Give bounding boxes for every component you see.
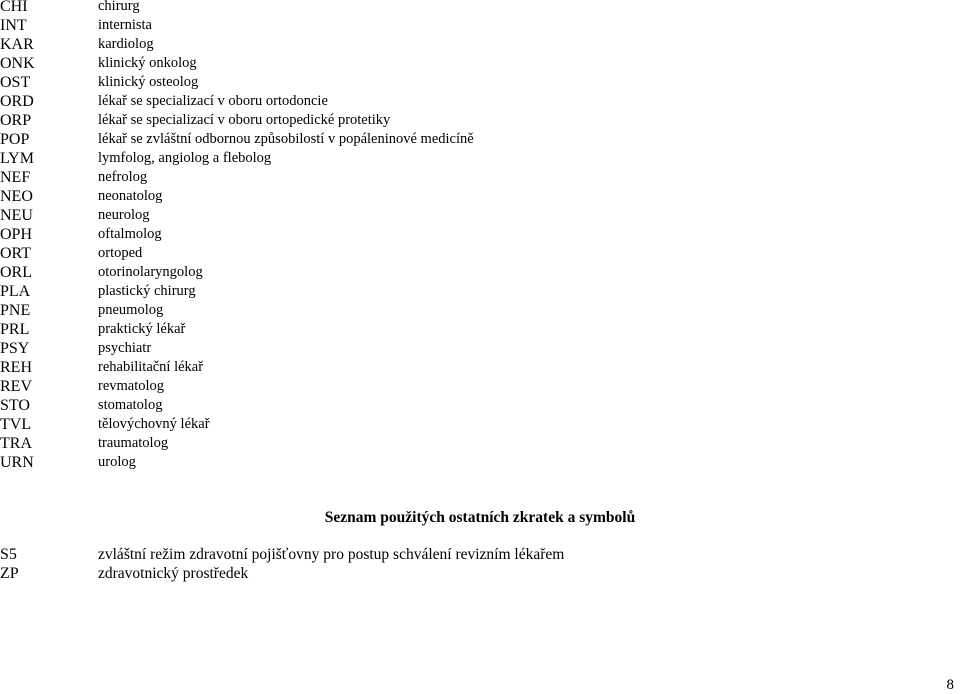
abbreviation-description: chirurg xyxy=(98,0,140,14)
abbreviation-description: urolog xyxy=(98,454,136,470)
abbreviation-code: TRA xyxy=(0,435,32,452)
abbreviation-code: NEO xyxy=(0,188,33,205)
list-item xyxy=(0,282,960,301)
abbreviation-description: psychiatr xyxy=(98,340,152,356)
list-item xyxy=(0,187,960,206)
list-item xyxy=(0,225,960,244)
abbreviation-description: lékař se specializací v oboru ortodoncie xyxy=(98,93,328,109)
abbreviation-description: rehabilitační lékař xyxy=(98,359,204,375)
abbreviation-code: ORL xyxy=(0,264,32,281)
abbreviation-code: STO xyxy=(0,397,30,414)
abbreviation-description: nefrolog xyxy=(98,169,148,185)
abbreviation-code: ZP xyxy=(0,565,19,582)
abbreviation-description: tělovýchovný lékař xyxy=(98,416,210,432)
list-item xyxy=(0,377,960,396)
abbreviation-description: neonatolog xyxy=(98,188,163,204)
abbreviation-code: PRL xyxy=(0,321,30,338)
abbreviation-code: URN xyxy=(0,454,34,471)
abbreviation-description: stomatolog xyxy=(98,397,163,413)
abbreviation-code: NEU xyxy=(0,207,33,224)
abbreviation-description: plastický chirurg xyxy=(98,283,196,299)
list-item xyxy=(0,149,960,168)
abbreviation-code: ORD xyxy=(0,93,34,110)
abbreviation-code: KAR xyxy=(0,36,34,53)
abbreviation-description: klinický osteolog xyxy=(98,74,199,90)
list-item xyxy=(0,339,960,358)
abbreviation-description: internista xyxy=(98,17,152,33)
other-abbreviation-list xyxy=(0,545,960,583)
list-item xyxy=(0,263,960,282)
list-item xyxy=(0,206,960,225)
abbreviation-code: OPH xyxy=(0,226,33,243)
list-item xyxy=(0,130,960,149)
abbreviation-code: POP xyxy=(0,131,30,148)
list-item xyxy=(0,244,960,263)
abbreviation-description: klinický onkolog xyxy=(98,55,197,71)
abbreviation-description: traumatolog xyxy=(98,435,169,451)
list-item xyxy=(0,168,960,187)
abbreviation-code: NEF xyxy=(0,169,31,186)
abbreviation-description: zvláštní režim zdravotní pojišťovny pro postup schválení revizním lékařem xyxy=(98,546,565,563)
abbreviation-description: lékař se specializací v oboru ortopedické protetiky xyxy=(98,112,391,128)
list-item xyxy=(0,73,960,92)
abbreviation-description: revmatolog xyxy=(98,378,165,394)
abbreviation-code: ORP xyxy=(0,112,32,129)
abbreviation-description: otorinolaryngolog xyxy=(98,264,203,280)
abbreviation-code: LYM xyxy=(0,150,34,167)
abbreviation-description: ortoped xyxy=(98,245,143,261)
list-item xyxy=(0,453,960,472)
abbreviation-code: REH xyxy=(0,359,32,376)
abbreviation-description: pneumolog xyxy=(98,302,164,318)
abbreviation-code: PLA xyxy=(0,283,31,300)
abbreviation-description: lymfolog, angiolog a flebolog xyxy=(98,150,272,166)
list-item xyxy=(0,320,960,339)
abbreviation-description: lékař se zvláštní odbornou způsobilostí v popáleninové medicíně xyxy=(98,131,474,147)
list-item xyxy=(0,434,960,453)
list-item xyxy=(0,415,960,434)
list-item xyxy=(0,54,960,73)
list-item xyxy=(0,92,960,111)
list-item xyxy=(0,564,960,583)
list-item xyxy=(0,0,960,16)
abbreviation-description: oftalmolog xyxy=(98,226,162,242)
abbreviation-code: REV xyxy=(0,378,32,395)
abbreviation-description: kardiolog xyxy=(98,36,154,52)
abbreviation-code: PNE xyxy=(0,302,31,319)
list-item xyxy=(0,35,960,54)
list-item xyxy=(0,396,960,415)
list-item xyxy=(0,545,960,564)
abbreviation-description: praktický lékař xyxy=(98,321,186,337)
abbreviation-code: CHI xyxy=(0,0,28,15)
list-item xyxy=(0,16,960,35)
abbreviation-code: TVL xyxy=(0,416,32,433)
list-item xyxy=(0,301,960,320)
abbreviation-code: S5 xyxy=(0,546,17,563)
list-item xyxy=(0,358,960,377)
abbreviation-code: OST xyxy=(0,74,31,91)
abbreviation-code: ORT xyxy=(0,245,32,262)
section-title: Seznam použitých ostatních zkratek a symbolů xyxy=(324,509,636,526)
abbreviation-code: INT xyxy=(0,17,27,34)
abbreviation-description: neurolog xyxy=(98,207,150,223)
abbreviation-description: zdravotnický prostředek xyxy=(98,565,249,582)
page-number: 8 xyxy=(946,677,954,693)
abbreviation-code: PSY xyxy=(0,340,30,357)
list-item xyxy=(0,111,960,130)
abbreviation-code: ONK xyxy=(0,55,35,72)
